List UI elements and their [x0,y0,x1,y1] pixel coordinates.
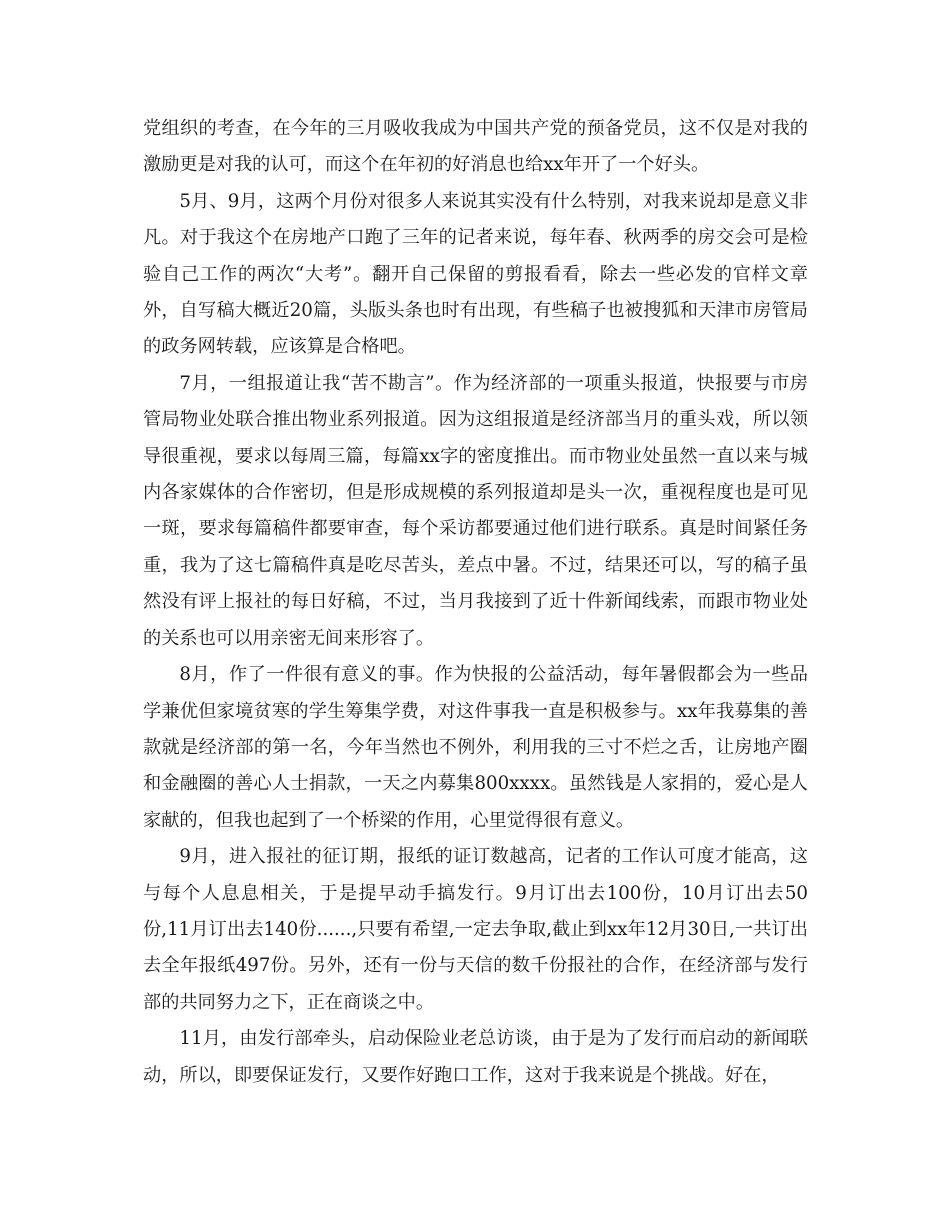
document-body [143,111,808,1094]
paragraph-september: 9月，进入报社的征订期，报纸的证订数越高，记者的工作认可度才能高，这与每个人息息相关，于是提早动手搞发行。9月订出去100份，10月订出去50份,11月订出去140份......,只要有希望,一定去争取,截止到xx年12月30日,一共订出去全年报纸497份。另外，还有一份与天信的数千份报社的合作，在经济部与发行部的共同努力之下，正在商谈之中。 [143,846,808,1013]
paragraph-continuation: 党组织的考查，在今年的三月吸收我成为中国共产党的预备党员，这不仅是对我的激励更是对我的认可，而这个在年初的好消息也给xx年开了一个好头。 [143,118,808,176]
paragraph-july: 7月，一组报道让我“苦不勘言”。作为经济部的一项重头报道，快报要与市房管局物业处联合推出物业系列报道。因为这组报道是经济部当月的重头戏，所以领导很重视，要求以每周三篇，每篇xx字的密度推出。而市物业处虽然一直以来与城内各家媒体的合作密切，但是形成规模的系列报道却是头一次，重视程度也是可见一斑，要求每篇稿件都要审查，每个采访都要通过他们进行联系。真是时间紧任务重，我为了这七篇稿件真是吃尽苦头，差点中暑。不过，结果还可以，写的稿子虽然没有评上报社的每日好稿，不过，当月我接到了近十件新闻线索，而跟市物业处的关系也可以用亲密无间来形容了。 [143,372,808,649]
paragraph-may-september: 5月、9月，这两个月份对很多人来说其实没有什么特别，对我来说却是意义非凡。对于我这个在房地产口跑了三年的记者来说，每年春、秋两季的房交会可是检验自己工作的两次“大考”。翻开自己保留的剪报看看，除去一些必发的官样文章外，自写稿大概近20篇，头版头条也时有出现，有些稿子也被搜狐和天津市房管局的政务网转载，应该算是合格吧。 [143,190,808,358]
paragraph-november: 11月，由发行部牵头，启动保险业老总访谈，由于是为了发行而启动的新闻联动，所以，即要保证发行，又要作好跑口工作，这对于我来说是个挑战。好在， [143,1028,808,1086]
paragraph-august: 8月，作了一件很有意义的事。作为快报的公益活动，每年暑假都会为一些品学兼优但家境贫寒的学生筹集学费，对这件事我一直是积极参与。xx年我募集的善款就是经济部的第一名，今年当然也不例外，利用我的三寸不烂之舌，让房地产圈和金融圈的善心人士捐款，一天之内募集800xxxx。虽然钱是人家捐的，爱心是人家献的，但我也起到了一个桥梁的作用，心里觉得很有意义。 [143,664,808,831]
